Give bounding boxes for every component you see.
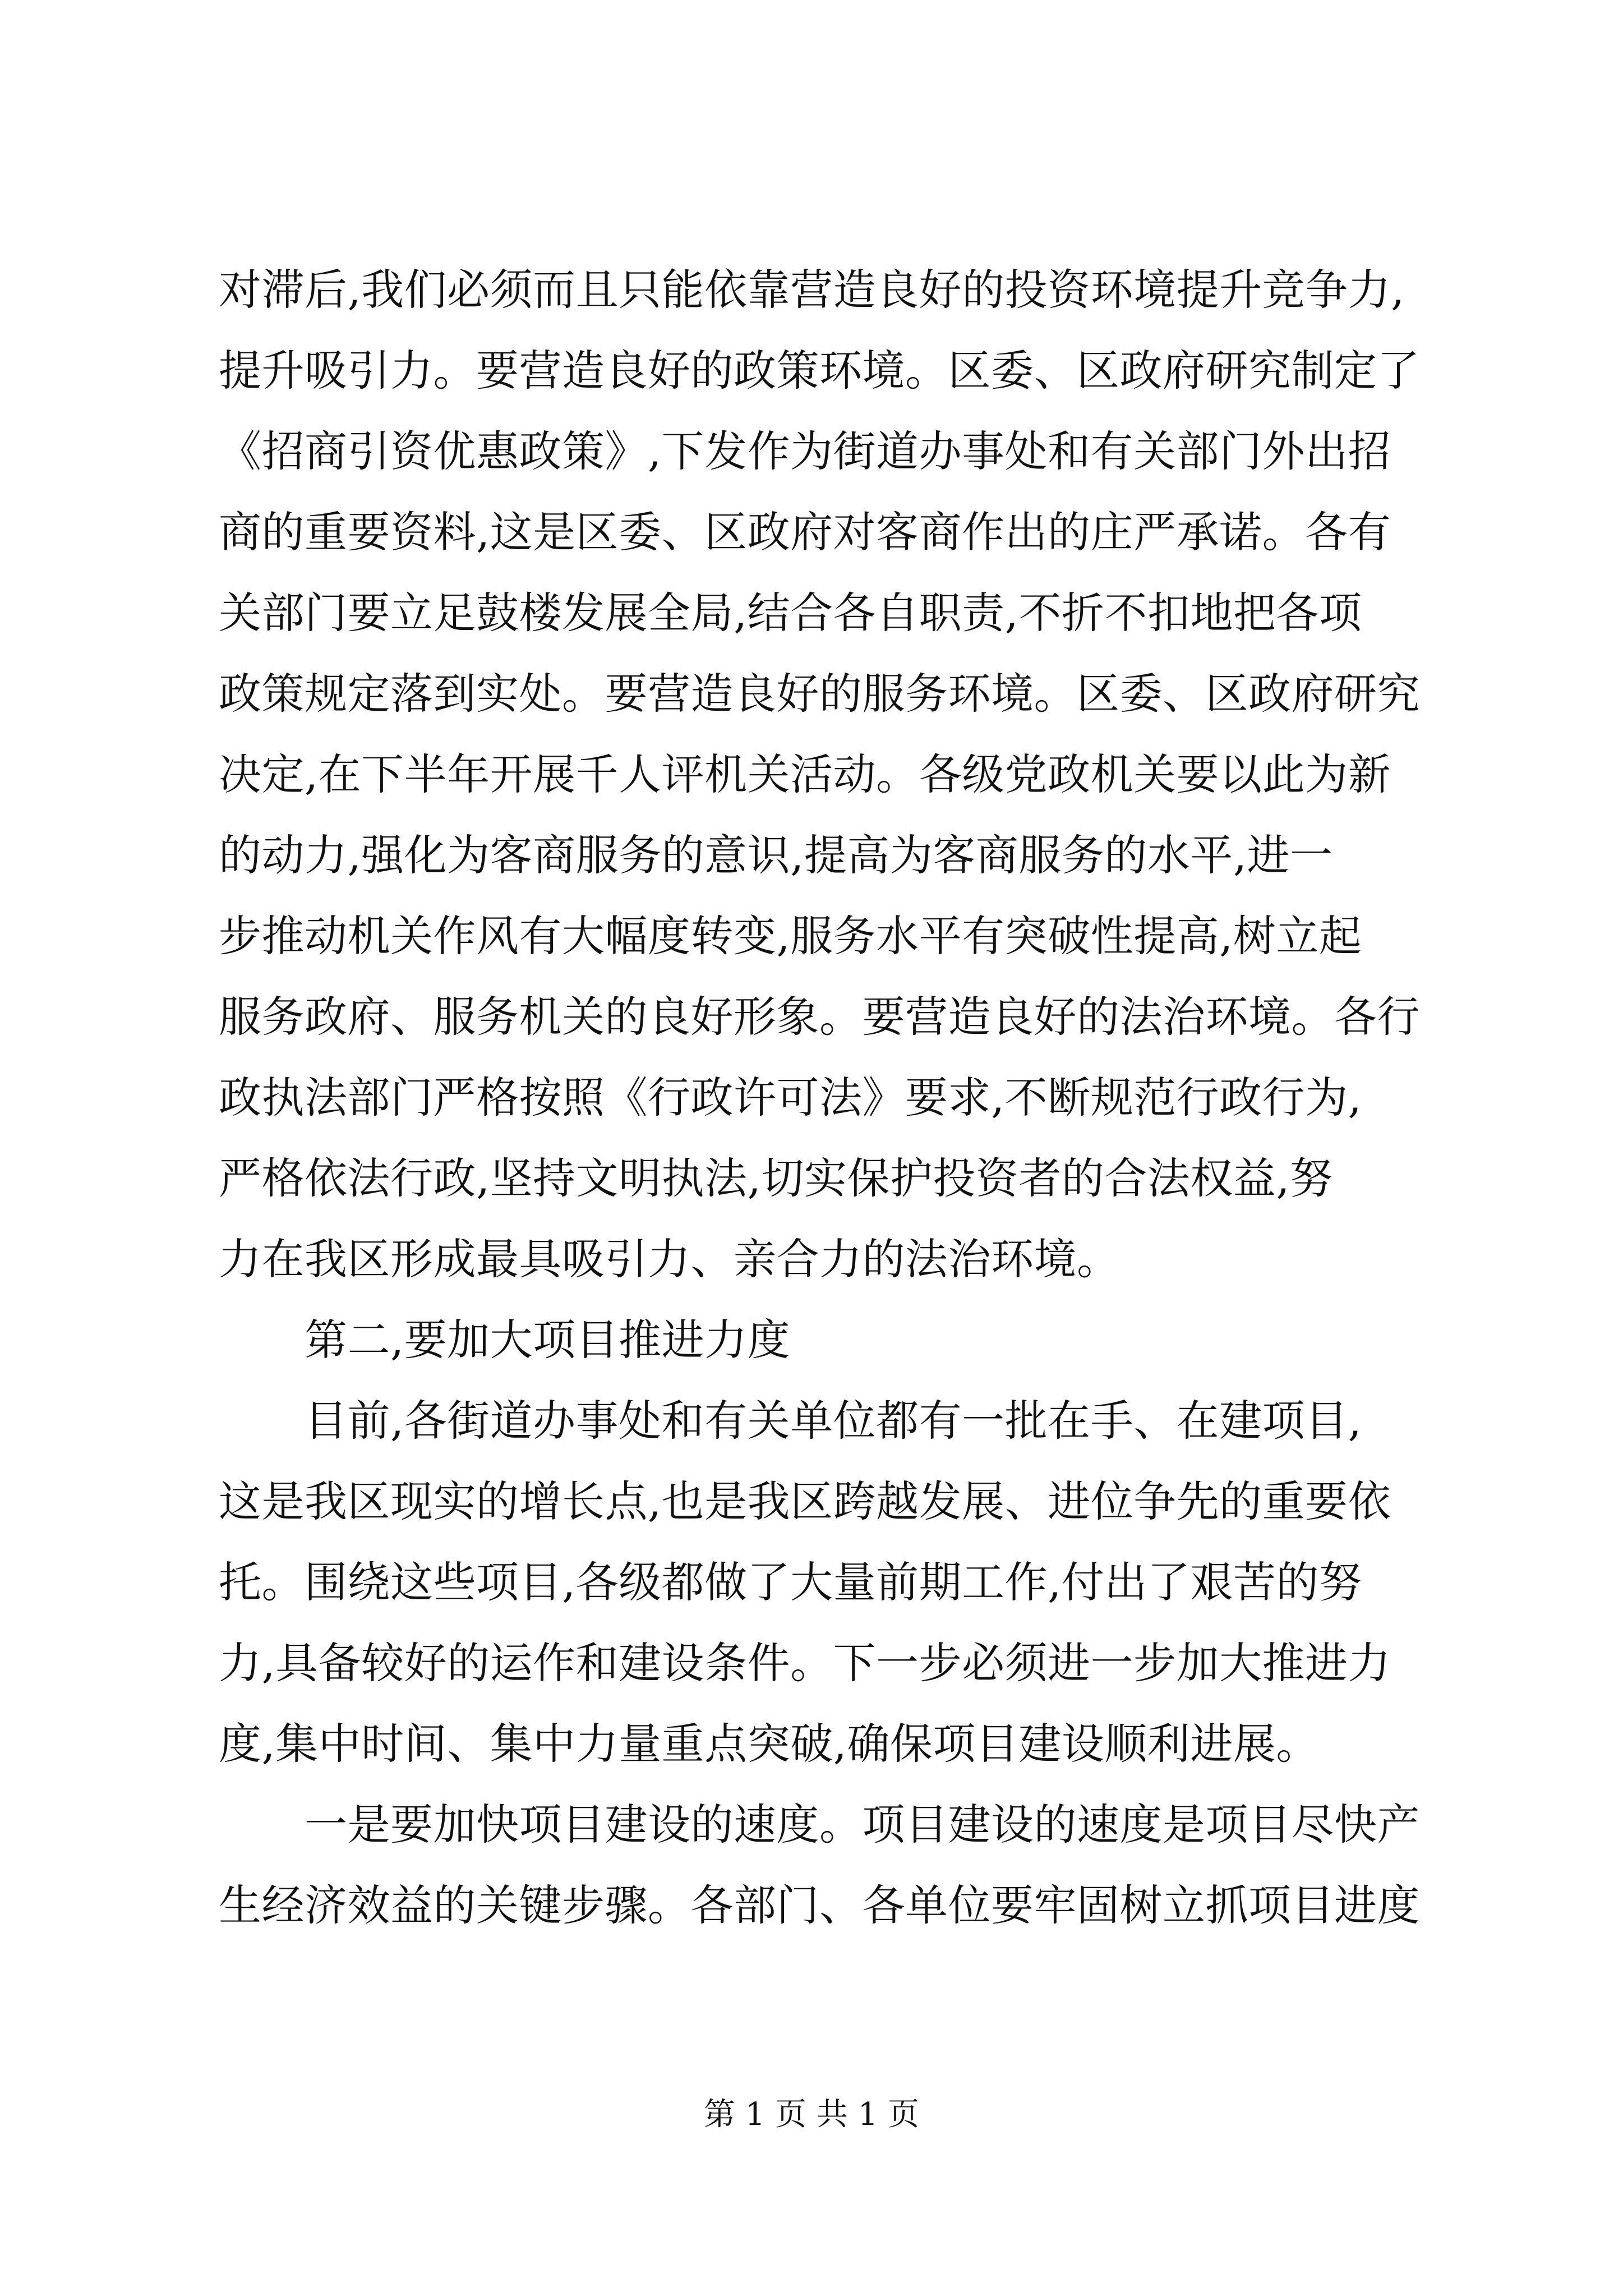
text-line: 服务政府、服务机关的良好形象。要营造良好的法治环境。各行 (219, 992, 1420, 1042)
text-line: 提升吸引力。要营造良好的政策环境。区委、区政府研究制定了 (219, 346, 1420, 395)
text-line: 的动力,强化为客商服务的意识,提高为客商服务的水平,进一 (219, 830, 1333, 880)
text-line: 托。围绕这些项目,各级都做了大量前期工作,付出了艰苦的努 (219, 1557, 1362, 1607)
text-line: 关部门要立足鼓楼发展全局,结合各自职责,不折不扣地把各项 (219, 588, 1362, 638)
text-line: 生经济效益的关键步骤。各部门、各单位要牢固树立抓项目进度 (219, 1880, 1420, 1930)
text-line: 严格依法行政,坚持文明执法,切实保护投资者的合法权益,努 (219, 1153, 1333, 1203)
text-line: 政策规定落到实处。要营造良好的服务环境。区委、区政府研究 (219, 669, 1420, 719)
text-line: 力,具备较好的运作和建设条件。下一步必须进一步加大推进力 (219, 1638, 1391, 1688)
text-line: 这是我区现实的增长点,也是我区跨越发展、进位争先的重要依 (219, 1476, 1391, 1526)
text-line: 政执法部门严格按照《行政许可法》要求,不断规范行政行为, (219, 1073, 1362, 1122)
section-heading: 第二,要加大项目推进力度 (219, 1315, 791, 1365)
text-line: 度,集中时间、集中力量重点突破,确保项目建设顺利进展。 (219, 1719, 1319, 1769)
text-line: 一是要加快项目建设的速度。项目建设的速度是项目尽快产 (219, 1800, 1420, 1849)
text-line: 步推动机关作风有大幅度转变,服务水平有突破性提高,树立起 (219, 911, 1362, 961)
text-line: 力在我区形成最具吸引力、亲合力的法治环境。 (219, 1234, 1120, 1284)
text-line: 决定,在下半年开展千人评机关活动。各级党政机关要以此为新 (219, 749, 1391, 799)
text-line: 《招商引资优惠政策》,下发作为街道办事处和有关部门外出招 (219, 426, 1391, 476)
text-line: 对滞后,我们必须而且只能依靠营造良好的投资环境提升竞争力, (219, 265, 1405, 315)
text-line: 目前,各街道办事处和有关单位都有一批在手、在建项目, (219, 1396, 1362, 1446)
text-line: 商的重要资料,这是区委、区政府对客商作出的庄严承诺。各有 (219, 507, 1391, 557)
page-footer (0, 2092, 1623, 2137)
page-number-label: 第 1 页 共 1 页 (703, 2096, 920, 2133)
document-body (219, 250, 1486, 1946)
